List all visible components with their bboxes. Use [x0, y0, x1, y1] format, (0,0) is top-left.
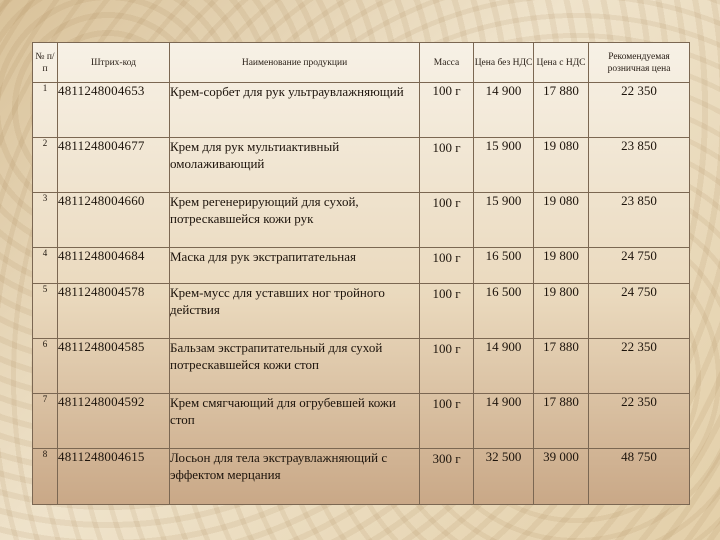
product-name-cell: Крем-мусс для уставших ног тройного действия: [170, 284, 420, 339]
barcode-cell: 4811248004653: [58, 83, 170, 138]
retail-price-cell: 22 350: [589, 339, 690, 394]
product-name-cell: Крем регенерирующий для сухой, потрескавшейся кожи рук: [170, 193, 420, 248]
price-vat-cell: 17 880: [534, 394, 589, 449]
mass-cell: 100 г: [420, 138, 474, 193]
mass-cell: 100 г: [420, 394, 474, 449]
price-vat-cell: 19 800: [534, 284, 589, 339]
table-row: [33, 193, 690, 248]
header-mass: Масса: [420, 43, 474, 83]
product-name-cell: Крем для рук мультиактивный омолаживающий: [170, 138, 420, 193]
row-number: 1: [33, 83, 58, 138]
row-number: 3: [33, 193, 58, 248]
retail-price-cell: 23 850: [589, 193, 690, 248]
row-number: 4: [33, 248, 58, 284]
mass-cell: 100 г: [420, 83, 474, 138]
product-name-cell: Маска для рук экстрапитательная: [170, 248, 420, 284]
row-number: 5: [33, 284, 58, 339]
header-barcode: Штрих-код: [58, 43, 170, 83]
barcode-cell: 4811248004592: [58, 394, 170, 449]
mass-cell: 100 г: [420, 339, 474, 394]
mass-cell: 300 г: [420, 449, 474, 505]
retail-price-cell: 23 850: [589, 138, 690, 193]
row-number: 7: [33, 394, 58, 449]
row-number: 8: [33, 449, 58, 505]
header-row: [33, 43, 690, 83]
table-row: [33, 138, 690, 193]
price-no-vat-cell: 32 500: [474, 449, 534, 505]
header-name: Наименование продукции: [170, 43, 420, 83]
barcode-cell: 4811248004660: [58, 193, 170, 248]
price-no-vat-cell: 14 900: [474, 394, 534, 449]
price-table: [32, 42, 690, 505]
header-price-no-vat: Цена без НДС: [474, 43, 534, 83]
table-row: [33, 339, 690, 394]
row-number: 6: [33, 339, 58, 394]
product-name-cell: Лосьон для тела экстраувлажняющий с эффектом мерцания: [170, 449, 420, 505]
retail-price-cell: 22 350: [589, 394, 690, 449]
price-vat-cell: 17 880: [534, 83, 589, 138]
price-vat-cell: 19 080: [534, 193, 589, 248]
table-row: [33, 394, 690, 449]
table-row: [33, 83, 690, 138]
header-price-vat: Цена с НДС: [534, 43, 589, 83]
table-row: [33, 248, 690, 284]
retail-price-cell: 48 750: [589, 449, 690, 505]
table-row: [33, 449, 690, 505]
product-name-cell: Бальзам экстрапитательный для сухой потрескавшейся кожи стоп: [170, 339, 420, 394]
price-vat-cell: 19 800: [534, 248, 589, 284]
price-no-vat-cell: 15 900: [474, 193, 534, 248]
price-no-vat-cell: 16 500: [474, 284, 534, 339]
price-no-vat-cell: 14 900: [474, 339, 534, 394]
retail-price-cell: 24 750: [589, 248, 690, 284]
barcode-cell: 4811248004684: [58, 248, 170, 284]
price-no-vat-cell: 14 900: [474, 83, 534, 138]
price-list-frame: [32, 42, 689, 503]
header-retail-price: Рекомендуемая розничная цена: [589, 43, 690, 83]
mass-cell: 100 г: [420, 248, 474, 284]
header-num: № п/п: [33, 43, 58, 83]
product-name-cell: Крем смягчающий для огрубевшей кожи стоп: [170, 394, 420, 449]
mass-cell: 100 г: [420, 284, 474, 339]
price-vat-cell: 39 000: [534, 449, 589, 505]
barcode-cell: 4811248004578: [58, 284, 170, 339]
retail-price-cell: 24 750: [589, 284, 690, 339]
price-no-vat-cell: 16 500: [474, 248, 534, 284]
price-no-vat-cell: 15 900: [474, 138, 534, 193]
barcode-cell: 4811248004585: [58, 339, 170, 394]
mass-cell: 100 г: [420, 193, 474, 248]
barcode-cell: 4811248004677: [58, 138, 170, 193]
price-vat-cell: 17 880: [534, 339, 589, 394]
product-name-cell: Крем-сорбет для рук ультраувлажняющий: [170, 83, 420, 138]
barcode-cell: 4811248004615: [58, 449, 170, 505]
row-number: 2: [33, 138, 58, 193]
retail-price-cell: 22 350: [589, 83, 690, 138]
price-vat-cell: 19 080: [534, 138, 589, 193]
table-row: [33, 284, 690, 339]
